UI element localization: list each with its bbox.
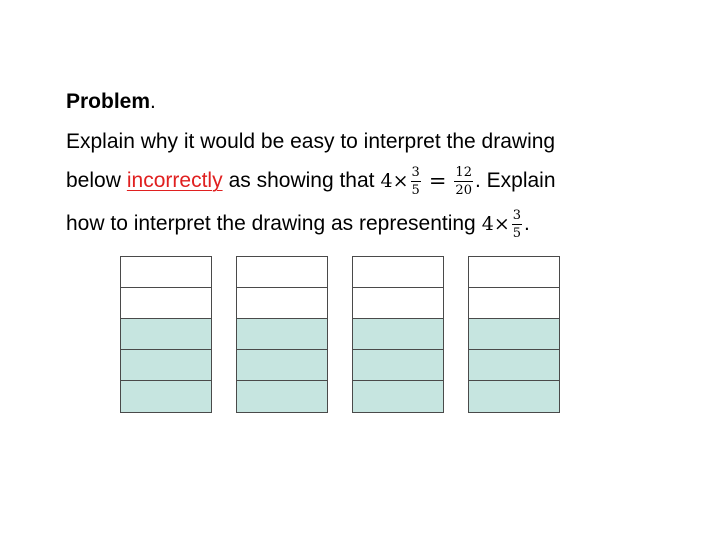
fraction-three-fifths-2 xyxy=(512,208,522,241)
problem-heading xyxy=(66,88,156,116)
shaded-part xyxy=(468,380,560,413)
math-times-sign-2: × xyxy=(493,213,510,235)
math-times-sign: × xyxy=(392,170,409,192)
result-numerator: 12 xyxy=(455,164,472,180)
line-1-text: Explain why it would be easy to interpret the drawing xyxy=(66,130,556,153)
shaded-part xyxy=(120,380,212,413)
unshaded-part xyxy=(352,287,444,320)
shaded-part xyxy=(352,349,444,382)
result-fraction-bar xyxy=(454,181,473,182)
problem-text-line-3 xyxy=(66,203,530,245)
fraction-bar-1 xyxy=(120,256,212,414)
fraction-bar-3 xyxy=(352,256,444,414)
math-whole-number: 4 xyxy=(380,170,393,192)
problem-heading-period: . xyxy=(150,90,156,113)
unshaded-part xyxy=(468,287,560,320)
fraction-numerator-2: 3 xyxy=(512,207,522,223)
result-denominator: 20 xyxy=(455,182,472,198)
fraction-bar-2 xyxy=(512,224,522,225)
fraction-bar-2 xyxy=(236,256,328,414)
fraction-twelve-twentieths xyxy=(454,165,473,198)
unshaded-part xyxy=(468,256,560,289)
problem-heading-bold: Problem xyxy=(66,90,151,113)
shaded-part xyxy=(468,318,560,351)
math-equals-sign: = xyxy=(428,169,447,193)
line-3-text-post: . xyxy=(524,212,530,235)
unshaded-part xyxy=(236,256,328,289)
unshaded-part xyxy=(120,287,212,320)
line-3-text-pre: how to interpret the drawing as representing xyxy=(66,212,476,235)
shaded-part xyxy=(236,380,328,413)
math-expression-product xyxy=(482,208,524,241)
shaded-part xyxy=(120,349,212,382)
math-expression-equation xyxy=(381,165,475,198)
shaded-part xyxy=(236,318,328,351)
shaded-part xyxy=(352,380,444,413)
math-whole-number-2: 4 xyxy=(481,213,494,235)
problem-text-line-2 xyxy=(66,160,556,202)
shaded-part xyxy=(468,349,560,382)
fraction-bar-4 xyxy=(468,256,560,414)
line-2-text-post: . Explain xyxy=(474,169,556,192)
fraction-bar-drawing xyxy=(120,256,560,414)
fraction-denominator: 5 xyxy=(411,182,420,198)
incorrectly-highlight: incorrectly xyxy=(126,169,223,192)
fraction-three-fifths xyxy=(411,165,421,198)
line-2-text-mid: as showing that xyxy=(228,169,375,192)
line-2-text-pre: below xyxy=(66,169,121,192)
shaded-part xyxy=(352,318,444,351)
unshaded-part xyxy=(120,256,212,289)
shaded-part xyxy=(120,318,212,351)
fraction-numerator: 3 xyxy=(411,164,420,180)
fraction-denominator-2: 5 xyxy=(512,225,522,241)
shaded-part xyxy=(236,349,328,382)
problem-text-line-1 xyxy=(66,128,555,156)
fraction-bar xyxy=(411,181,421,182)
unshaded-part xyxy=(236,287,328,320)
unshaded-part xyxy=(352,256,444,289)
